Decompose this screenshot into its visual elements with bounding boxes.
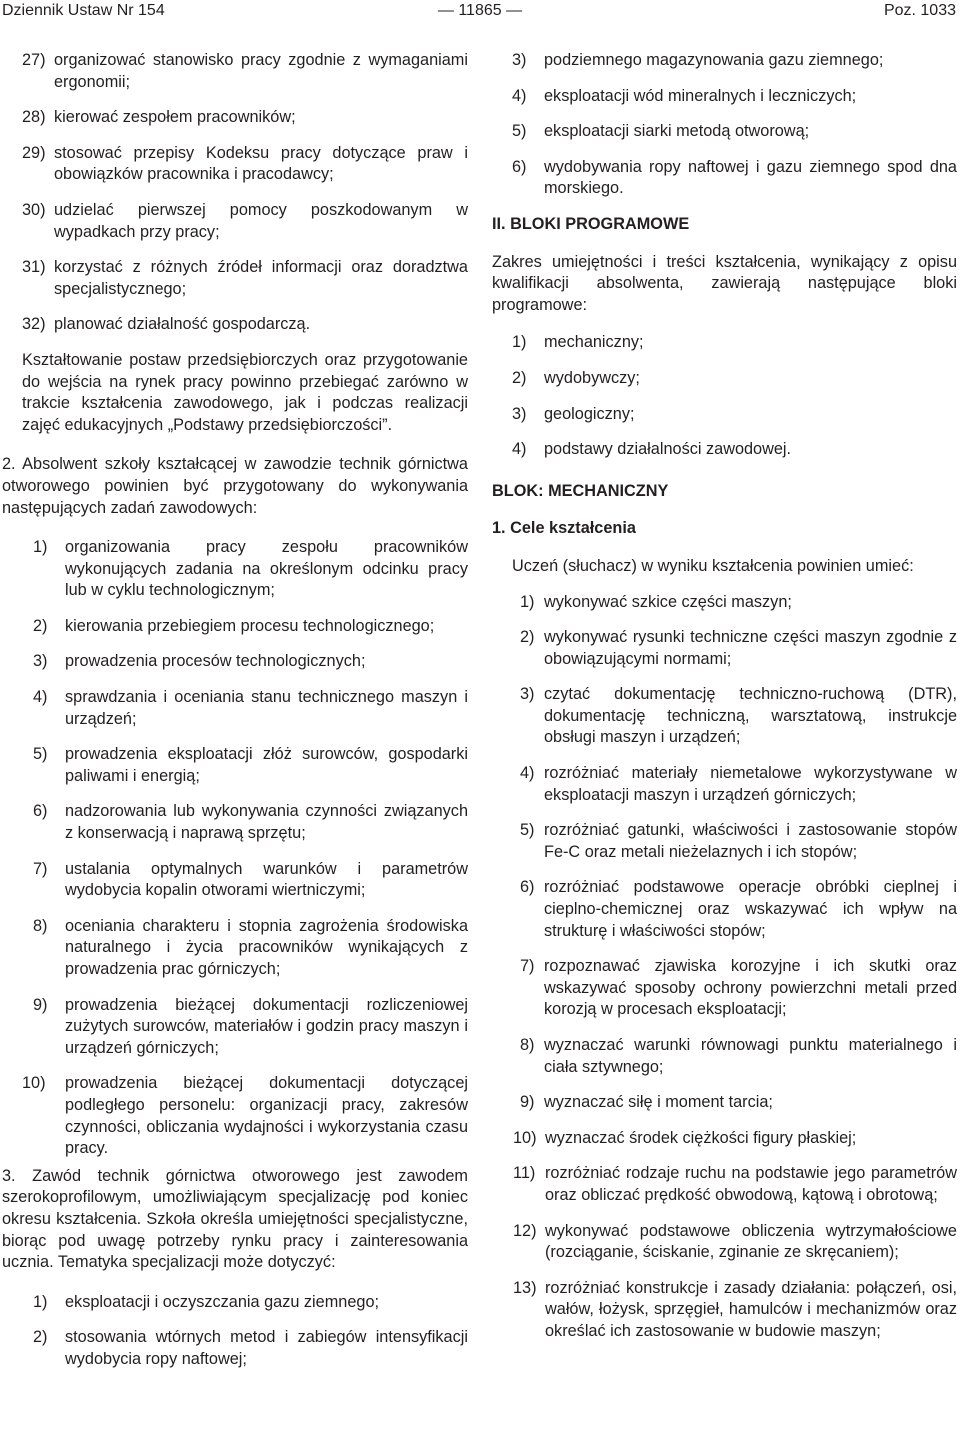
list-item: 3) czytać dokumentację techniczno-ruchową (DTR), dokumentację techniczną, warsztatową, instrukcje obsługi maszyn i urządzeń; <box>520 685 957 747</box>
section-2-paragraph: 2. Absolwent szkoły kształcącej w zawodzie technik górnictwa otworowego powinien być przygotowany do wykonywania następujących zadań zawodowych: <box>2 455 468 517</box>
section-heading-ii: II. BLOKI PROGRAMOWE <box>492 214 690 233</box>
journal-title: Dziennik Ustaw Nr 154 <box>2 2 165 19</box>
list-item: 6) rozróżniać podstawowe operacje obróbki cieplnej i cieplno-chemicznej oraz wskazywać ich wpływ na strukturę i właściwości stopów; <box>520 878 957 940</box>
left-column <box>2 50 468 1385</box>
section-3-paragraph: 3. Zawód technik górnictwa otworowego jest zawodem szerokoprofilowym, umożliwiającym specjalizację pod koniec okresu kształcenia. Szkoła określa umiejętności specjalistyczne, biorąc pod uwagę potrzeby rynku pracy i zainteresowania ucznia. Tematyka specjalizacji może dotyczyć: <box>2 1166 468 1272</box>
list-item: 9) wyznaczać siłę i moment tarcia; <box>520 1093 773 1112</box>
list-item: 11) rozróżniać rodzaje ruchu na podstawie jego parametrów oraz obliczać prędkość obwodową, kątową i obrotową; <box>513 1164 957 1204</box>
list-item: 2) kierowania przebiegiem procesu technologicznego; <box>33 616 435 635</box>
list-item: 28) kierować zespołem pracowników; <box>22 108 296 127</box>
list-item: 7) ustalania optymalnych warunków i parametrów wydobycia kopalin otworami wiertniczymi; <box>33 859 468 900</box>
list-item: 1) mechaniczny; <box>512 333 644 352</box>
list-item: 5) eksploatacji siarki metodą otworową; <box>512 122 810 141</box>
list-item: 2) wydobywczy; <box>512 368 640 387</box>
skills-list-a <box>22 50 468 336</box>
blocks-intro-paragraph: Zakres umiejętności i treści kształcenia, wynikający z opisu kwalifikacji absolwenta, zawierają następujące bloki programowe: <box>492 252 957 314</box>
list-item: 2) stosowania wtórnych metod i zabiegów intensyfikacji wydobycia ropy naftowej; <box>33 1328 468 1368</box>
list-item: 4) rozróżniać materiały niemetalowe wykorzystywane w eksploatacji maszyn i urządzeń górniczych; <box>520 764 957 804</box>
list-item: 3) geologiczny; <box>512 404 635 423</box>
list-item: 30) udzielać pierwszej pomocy poszkodowanym w wypadkach przy pracy; <box>22 200 468 241</box>
list-item: 10) wyznaczać środek ciężkości figury płaskiej; <box>513 1128 857 1147</box>
list-item: 5) rozróżniać gatunki, właściwości i zastosowanie stopów Fe-C oraz metali nieżelaznych i ich stopów; <box>520 821 957 861</box>
entrepreneurship-paragraph: Kształtowanie postaw przedsiębiorczych oraz przygotowanie do wejścia na rynek pracy powinno przebiegać zarówno w trakcie kształcenia zawodowego, jak i podczas realizacji zajęć edukacyjnych „Podstawy przedsiębiorczości”. <box>22 350 468 434</box>
list-item: 27) organizować stanowisko pracy zgodnie z wymaganiami ergonomii; <box>22 51 468 91</box>
list-item: 10) prowadzenia bieżącej dokumentacji dotyczącej podległego personelu: organizacji pracy, zakresów czynności, obliczania wydajności i wykorzystania czasu pracy. <box>22 1074 468 1158</box>
list-item: 8) oceniania charakteru i stopnia zagrożenia środowiska naturalnego i życia pracowników wynikających z prowadzenia prac górniczych; <box>33 916 468 978</box>
right-column <box>492 50 957 1357</box>
page-header <box>0 0 960 22</box>
list-item: 31) korzystać z różnych źródeł informacji oraz doradztwa specjalistycznego; <box>22 258 468 298</box>
list-item: 6) wydobywania ropy naftowej i gazu ziemnego spod dna morskiego. <box>512 157 957 198</box>
specialization-list <box>22 1292 468 1371</box>
page-number: — 11865 — <box>437 2 523 19</box>
list-item: 29) stosować przepisy Kodeksu pracy dotyczące praw i obowiązków pracownika i pracodawcy; <box>22 143 468 184</box>
list-item: 32) planować działalność gospodarczą. <box>22 315 311 334</box>
block-heading: BLOK: MECHANICZNY <box>492 481 669 500</box>
position-number: Poz. 1033 <box>883 2 956 19</box>
goals-intro-paragraph: Uczeń (słuchacz) w wyniku kształcenia powinien umieć: <box>512 556 914 575</box>
goals-list <box>492 592 957 1343</box>
list-item: 8) wyznaczać warunki równowagi punktu materialnego i ciała sztywnego; <box>520 1036 957 1076</box>
list-item: 4) eksploatacji wód mineralnych i leczniczych; <box>512 86 857 105</box>
specialization-list-continued <box>492 50 957 200</box>
list-item: 3) prowadzenia procesów technologicznych; <box>33 652 366 671</box>
list-item: 3) podziemnego magazynowania gazu ziemnego; <box>512 51 884 69</box>
list-item: 4) podstawy działalności zawodowej. <box>512 440 792 459</box>
list-item: 2) wykonywać rysunki techniczne części maszyn zgodnie z obowiązującymi normami; <box>520 628 957 668</box>
list-item: 12) wykonywać podstawowe obliczenia wytrzymałościowe (rozciąganie, ściskanie, zginanie ze skręcaniem); <box>513 1221 957 1262</box>
list-item: 13) rozróżniać konstrukcje i zasady działania: połączeń, osi, wałów, łożysk, sprzęgieł, hamulców i mechanizmów oraz określać ich zastosowanie w budowie maszyn; <box>513 1278 957 1340</box>
list-item: 1) wykonywać szkice części maszyn; <box>520 592 792 611</box>
list-item: 1) organizowania pracy zespołu pracowników wykonujących zadania na określonym odcinku pracy lub w cyklu technologicznym; <box>33 538 468 600</box>
tasks-list <box>22 537 468 1160</box>
list-item: 9) prowadzenia bieżącej dokumentacji rozliczeniowej zużytych surowców, materiałów i godzin pracy maszyn i urządzeń górniczych; <box>33 995 468 1057</box>
list-item: 6) nadzorowania lub wykonywania czynności związanych z konserwacją i naprawą sprzętu; <box>33 802 468 843</box>
list-item: 5) prowadzenia eksploatacji złóż surowców, gospodarki paliwami i energią; <box>33 745 468 785</box>
list-item: 4) sprawdzania i oceniania stanu technicznego maszyn i urządzeń; <box>33 688 468 728</box>
subsection-heading: 1. Cele kształcenia <box>492 519 636 538</box>
list-item: 1) eksploatacji i oczyszczania gazu ziemnego; <box>33 1292 380 1311</box>
blocks-list <box>492 332 957 460</box>
list-item: 7) rozpoznawać zjawiska korozyjne i ich skutki oraz wskazywać sposoby ochrony powierzchni metali przed korozją w procesach eksploatacji; <box>520 957 957 1019</box>
